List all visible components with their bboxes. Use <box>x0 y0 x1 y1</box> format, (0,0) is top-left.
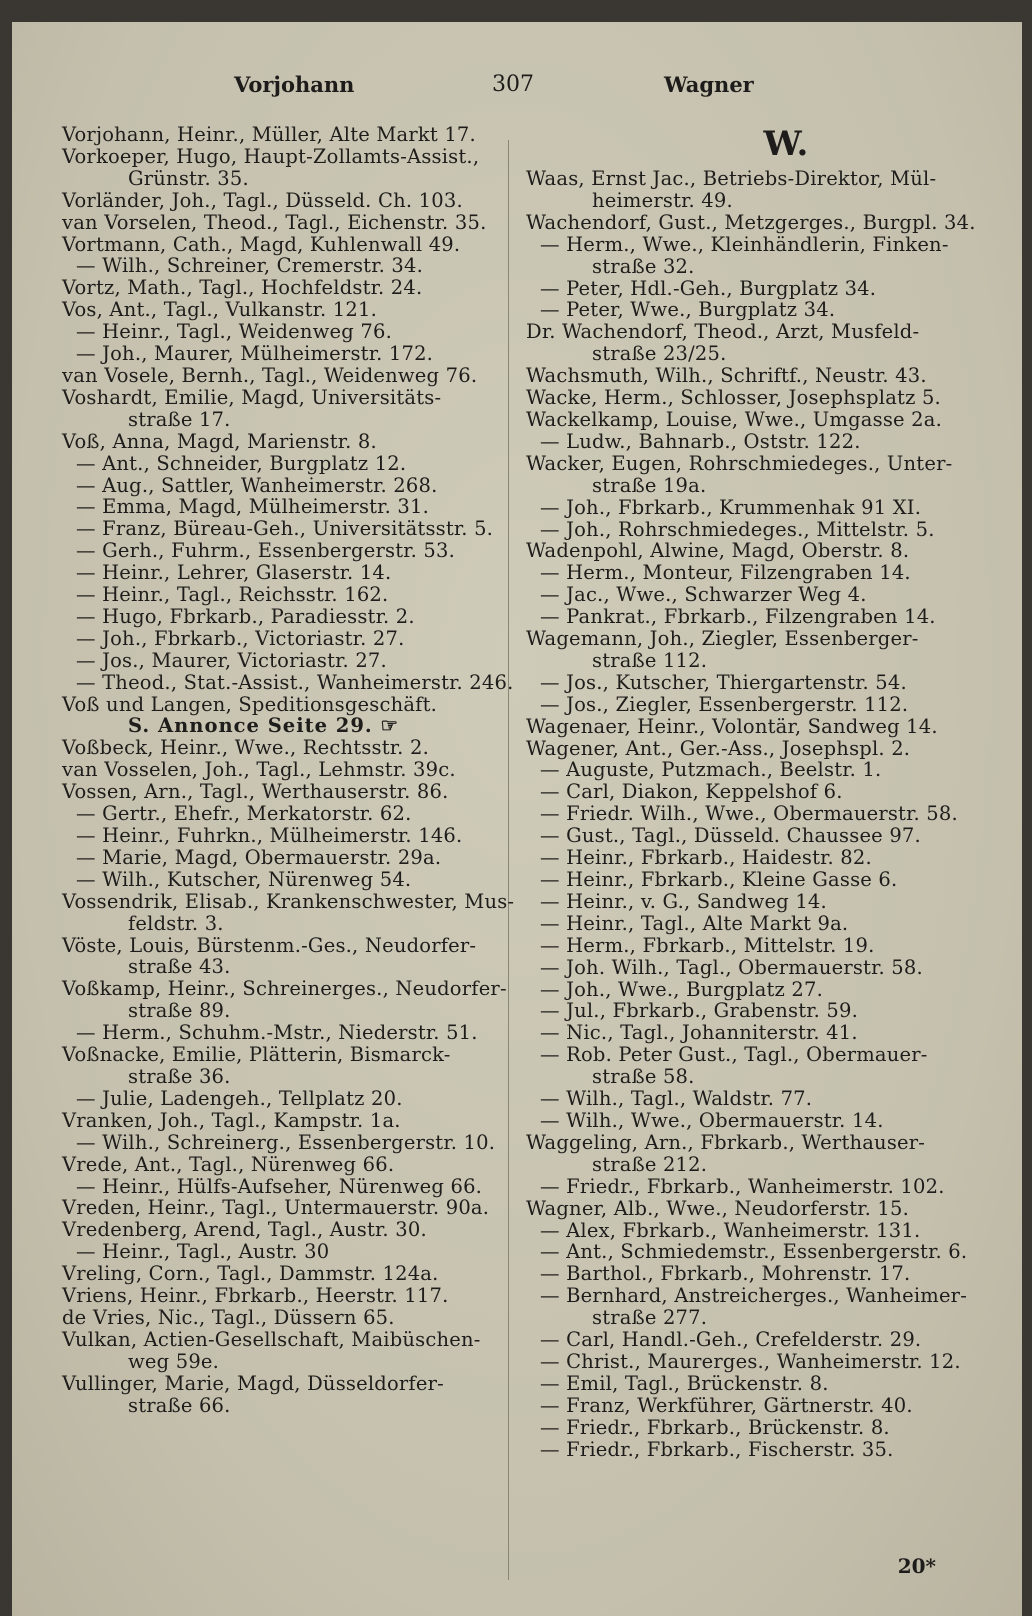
entry-continuation: Grünstr. 35. <box>128 166 249 190</box>
sub-entry: — Franz, Werkführer, Gärtnerstr. 40. <box>540 1393 913 1417</box>
sub-entry: — Julie, Ladengeh., Tellplatz 20. <box>76 1086 403 1110</box>
sub-entry: — Heinr., Tagl., Weidenweg 76. <box>76 320 392 344</box>
directory-entry: Voßkamp, Heinr., Schreinerges., Neudorfer- <box>62 977 507 1001</box>
sub-entry: — Nic., Tagl., Johanniterstr. 41. <box>540 1021 858 1045</box>
page-number: 307 <box>492 72 534 97</box>
entry-continuation: straße 19a. <box>592 473 707 497</box>
directory-entry: van Vorselen, Theod., Tagl., Eichenstr. 35. <box>62 210 487 234</box>
directory-entry: Vreling, Corn., Tagl., Dammstr. 124a. <box>62 1262 439 1286</box>
directory-entry: Dr. Wachendorf, Theod., Arzt, Musfeld- <box>526 320 920 344</box>
sub-entry: — Wilh., Schreiner, Cremerstr. 34. <box>76 254 424 278</box>
annonce-reference: S. Annonce Seite 29. ☞ <box>128 714 399 738</box>
sub-entry: — Heinr., Fbrkarb., Kleine Gasse 6. <box>540 868 898 891</box>
sub-entry: — Emma, Magd, Mülheimerstr. 31. <box>76 495 429 519</box>
sub-entry: — Wilh., Wwe., Obermauerstr. 14. <box>540 1108 884 1132</box>
directory-entry: Vossen, Arn., Tagl., Werthauserstr. 86. <box>62 780 449 804</box>
sub-entry: — Heinr., Tagl., Austr. 30 <box>76 1240 330 1264</box>
sub-entry: — Pankrat., Fbrkarb., Filzengraben 14. <box>540 605 936 629</box>
sub-entry: — Gust., Tagl., Düsseld. Chaussee 97. <box>540 824 921 848</box>
sub-entry: — Wilh., Kutscher, Nürenweg 54. <box>76 867 412 891</box>
right-column <box>526 124 986 1460</box>
left-column <box>62 123 515 1417</box>
directory-entry: Wagner, Alb., Wwe., Neudorferstr. 15. <box>526 1196 910 1220</box>
directory-entry: Waas, Ernst Jac., Betriebs-Direktor, Mül- <box>526 167 937 190</box>
sub-entry: — Gerh., Fuhrm., Essenbergerstr. 53. <box>76 539 456 563</box>
sub-entry: — Hugo, Fbrkarb., Paradiesstr. 2. <box>76 604 415 628</box>
sub-entry: — Heinr., Tagl., Alte Markt 9a. <box>540 911 849 935</box>
sub-entry: — Herm., Schuhm.-Mstr., Niederstr. 51. <box>76 1021 478 1045</box>
directory-entry: Vriens, Heinr., Fbrkarb., Heerstr. 117. <box>62 1284 449 1308</box>
section-letter: W. <box>763 124 809 164</box>
sub-entry: — Auguste, Putzmach., Beelstr. 1. <box>540 758 882 782</box>
directory-entry: Waggeling, Arn., Fbrkarb., Werthauser- <box>526 1130 926 1154</box>
sub-entry: — Joh., Fbrkarb., Victoriastr. 27. <box>76 626 405 650</box>
header-right-keyword: Wagner <box>664 72 754 97</box>
entry-continuation: heimerstr. 49. <box>592 188 733 212</box>
directory-entry: Vortmann, Cath., Magd, Kuhlenwall 49. <box>62 232 461 256</box>
directory-entry: Vortz, Math., Tagl., Hochfeldstr. 24. <box>62 276 423 300</box>
directory-entry: Vullinger, Marie, Magd, Düsseldorfer- <box>62 1371 444 1395</box>
directory-entry: Vöste, Louis, Bürstenm.-Ges., Neudorfer- <box>62 933 477 957</box>
sub-entry: — Barthol., Fbrkarb., Mohrenstr. 17. <box>540 1262 911 1286</box>
directory-entry: Voshardt, Emilie, Magd, Universitäts- <box>62 385 442 409</box>
signature-mark: 20* <box>897 1554 936 1578</box>
directory-entry: Vorländer, Joh., Tagl., Düsseld. Ch. 103. <box>62 188 463 212</box>
directory-entry: Wagenaer, Heinr., Volontär, Sandweg 14. <box>526 714 938 738</box>
sub-entry: — Peter, Wwe., Burgplatz 34. <box>540 298 836 322</box>
sub-entry: — Gertr., Ehefr., Merkatorstr. 62. <box>76 802 412 826</box>
directory-entry: Wacke, Herm., Schlosser, Josephsplatz 5. <box>526 386 941 410</box>
sub-entry: — Wilh., Schreinerg., Essenbergerstr. 10. <box>76 1130 496 1154</box>
sub-entry: — Joh. Wilh., Tagl., Obermauerstr. 58. <box>540 955 923 979</box>
sub-entry: — Carl, Diakon, Keppelshof 6. <box>540 780 843 804</box>
directory-entry: Vrede, Ant., Tagl., Nürenweg 66. <box>62 1152 395 1176</box>
sub-entry: — Franz, Büreau-Geh., Universitätsstr. 5. <box>76 517 494 541</box>
column-divider <box>508 140 509 1580</box>
sub-entry: — Joh., Fbrkarb., Krummenhak 91 XI. <box>540 495 922 519</box>
sub-entry: — Heinr., v. G., Sandweg 14. <box>540 889 827 913</box>
directory-page <box>12 22 1022 1616</box>
directory-entry: de Vries, Nic., Tagl., Düssern 65. <box>62 1305 395 1329</box>
entry-continuation: straße 23/25. <box>592 342 727 366</box>
directory-entry: Vulkan, Actien-Gesellschaft, Maibüschen- <box>62 1327 481 1351</box>
sub-entry: — Jos., Ziegler, Essenbergerstr. 112. <box>540 692 909 716</box>
sub-entry: — Heinr., Fbrkarb., Haidestr. 82. <box>540 846 872 870</box>
sub-entry: — Friedr., Fbrkarb., Brückenstr. 8. <box>540 1415 890 1439</box>
directory-entry: Wachendorf, Gust., Metzgerges., Burgpl. 34. <box>526 210 976 234</box>
sub-entry: — Jul., Fbrkarb., Grabenstr. 59. <box>540 999 859 1023</box>
sub-entry: — Ant., Schneider, Burgplatz 12. <box>76 451 407 475</box>
entry-continuation: straße 277. <box>592 1306 708 1330</box>
directory-entry: Wagemann, Joh., Ziegler, Essenberger- <box>526 627 919 651</box>
directory-entry: Vreden, Heinr., Tagl., Untermauerstr. 90a. <box>62 1196 490 1220</box>
sub-entry: — Theod., Stat.-Assist., Wanheimerstr. 246. <box>76 670 514 694</box>
entry-continuation: straße 112. <box>592 648 708 672</box>
sub-entry: — Herm., Wwe., Kleinhändlerin, Finken- <box>540 232 949 256</box>
sub-entry: — Emil, Tagl., Brückenstr. 8. <box>540 1371 829 1395</box>
entry-continuation: straße 43. <box>128 955 231 979</box>
directory-entry: Vorjohann, Heinr., Müller, Alte Markt 17. <box>62 123 476 146</box>
directory-entry: van Vosele, Bernh., Tagl., Weidenweg 76. <box>62 363 478 387</box>
sub-entry: — Wilh., Tagl., Waldstr. 77. <box>540 1087 813 1111</box>
directory-entry: Wacker, Eugen, Rohrschmiedeges., Unter- <box>526 451 953 475</box>
sub-entry: — Marie, Magd, Obermauerstr. 29a. <box>76 845 442 869</box>
sub-entry: — Aug., Sattler, Wanheimerstr. 268. <box>76 473 438 497</box>
directory-entry: Vossendrik, Elisab., Krankenschwester, Mus- <box>62 889 515 913</box>
sub-entry: — Peter, Hdl.-Geh., Burgplatz 34. <box>540 276 877 300</box>
header-left-keyword: Vorjohann <box>234 72 355 97</box>
sub-entry: — Joh., Wwe., Burgplatz 27. <box>540 977 824 1001</box>
sub-entry: — Heinr., Tagl., Reichsstr. 162. <box>76 583 389 607</box>
sub-entry: — Joh., Rohrschmiedeges., Mittelstr. 5. <box>540 517 935 541</box>
sub-entry: — Herm., Fbrkarb., Mittelstr. 19. <box>540 933 875 957</box>
directory-entry: van Vosselen, Joh., Tagl., Lehmstr. 39c. <box>62 758 456 782</box>
directory-entry: Wadenpohl, Alwine, Magd, Oberstr. 8. <box>526 539 910 563</box>
directory-entry: Voßnacke, Emilie, Plätterin, Bismarck- <box>62 1043 451 1067</box>
directory-entry: Vranken, Joh., Tagl., Kampstr. 1a. <box>62 1108 401 1132</box>
sub-entry: — Herm., Monteur, Filzengraben 14. <box>540 561 911 585</box>
sub-entry: — Friedr., Fbrkarb., Fischerstr. 35. <box>540 1437 894 1461</box>
entry-continuation: straße 36. <box>128 1064 231 1088</box>
sub-entry: — Heinr., Fuhrkn., Mülheimerstr. 146. <box>76 824 463 847</box>
entry-continuation: straße 89. <box>128 999 231 1023</box>
directory-entry: Wachsmuth, Wilh., Schriftf., Neustr. 43. <box>526 364 927 388</box>
sub-entry: — Friedr. Wilh., Wwe., Obermauerstr. 58. <box>540 802 958 826</box>
directory-entry: Vredenberg, Arend, Tagl., Austr. 30. <box>62 1218 427 1242</box>
sub-entry: — Rob. Peter Gust., Tagl., Obermauer- <box>540 1043 928 1067</box>
entry-continuation: weg 59e. <box>128 1349 220 1373</box>
sub-entry: — Christ., Maurerges., Wanheimerstr. 12. <box>540 1349 961 1373</box>
sub-entry: — Ant., Schmiedemstr., Essenbergerstr. 6. <box>540 1240 968 1264</box>
sub-entry: — Friedr., Fbrkarb., Wanheimerstr. 102. <box>540 1174 945 1198</box>
entry-continuation: straße 17. <box>128 407 231 431</box>
directory-entry: Wackelkamp, Louise, Wwe., Umgasse 2a. <box>526 407 943 431</box>
sub-entry: — Bernhard, Anstreicherges., Wanheimer- <box>540 1284 967 1308</box>
directory-entry: Voß und Langen, Speditionsgeschäft. <box>62 692 438 716</box>
sub-entry: — Heinr., Lehrer, Glaserstr. 14. <box>76 561 392 585</box>
entry-continuation: feldstr. 3. <box>128 911 224 935</box>
sub-entry: — Jos., Kutscher, Thiergartenstr. 54. <box>540 670 907 694</box>
sub-entry: — Joh., Maurer, Mülheimerstr. 172. <box>76 342 434 366</box>
page-header <box>12 64 1022 104</box>
sub-entry: — Jos., Maurer, Victoriastr. 27. <box>76 648 387 672</box>
sub-entry: — Heinr., Hülfs-Aufseher, Nürenweg 66. <box>76 1174 483 1198</box>
sub-entry: — Ludw., Bahnarb., Oststr. 122. <box>540 429 861 453</box>
entry-continuation: straße 58. <box>592 1065 695 1089</box>
directory-entry: Voßbeck, Heinr., Wwe., Rechtsstr. 2. <box>62 736 429 760</box>
directory-entry: Wagener, Ant., Ger.-Ass., Josephspl. 2. <box>526 736 911 760</box>
directory-entry: Voß, Anna, Magd, Marienstr. 8. <box>62 429 377 453</box>
sub-entry: — Jac., Wwe., Schwarzer Weg 4. <box>540 583 867 607</box>
sub-entry: — Carl, Handl.-Geh., Crefelderstr. 29. <box>540 1328 922 1352</box>
directory-entry: Vos, Ant., Tagl., Vulkanstr. 121. <box>62 298 378 322</box>
directory-entry: Vorkoeper, Hugo, Haupt-Zollamts-Assist., <box>62 144 480 168</box>
entry-continuation: straße 32. <box>592 254 695 278</box>
sub-entry: — Alex, Fbrkarb., Wanheimerstr. 131. <box>540 1218 921 1242</box>
entry-continuation: straße 212. <box>592 1152 708 1176</box>
entry-continuation: straße 66. <box>128 1393 231 1417</box>
